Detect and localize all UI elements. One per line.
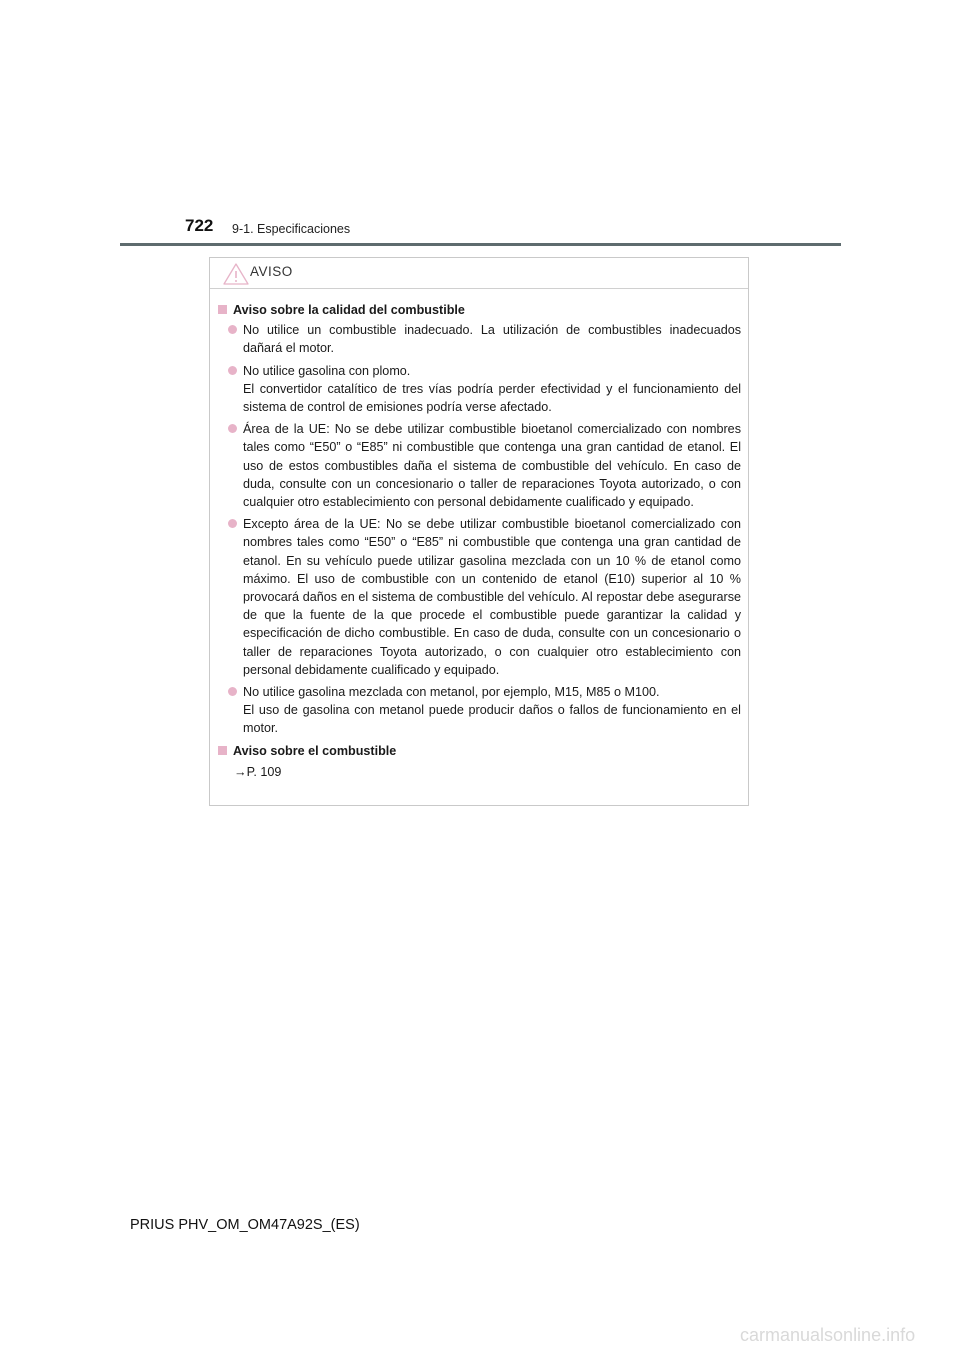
warning-box (209, 257, 749, 806)
list-item-text: No utilice gasolina con plomo. (243, 363, 411, 378)
section-heading-text: Aviso sobre la calidad del combustible (233, 303, 465, 317)
warning-label: AVISO (250, 264, 293, 279)
bullet-dot-icon (228, 366, 237, 375)
list-item (228, 321, 741, 357)
list-item (228, 515, 741, 679)
bullet-dot-icon (228, 519, 237, 528)
list-item-text: Excepto área de la UE: No se debe utilizar combustible bioetanol comercializado con nombres tales como “E50” o “E85” ni combustible que contenga una gran cantidad de etanol. En su vehículo puede utilizar gasolina mezclada con un 10 % de etanol como máximo. El uso de combustible con un contenido de etanol (E10) superior al 10 % provocará daños en el sistema de combustible del vehículo. Al repostar debe asegurarse de que la fuente de la que procede el combustible puede garantizar la calidad y especificación de dicho combustible. En caso de duda, consulte con un concesionario o taller de reparaciones Toyota autorizado, o con cualquier otro establecimiento con personal debidamente cualificado y equipado. (243, 517, 741, 677)
square-bullet-icon (218, 746, 227, 755)
section-heading-text: Aviso sobre el combustible (233, 743, 397, 758)
list-item-text: No utilice gasolina mezclada con metanol, por ejemplo, M15, M85 o M100. (243, 685, 660, 700)
warning-content (210, 289, 748, 781)
list-item-text: El uso de gasolina con metanol puede producir daños o fallos de funcionamiento en el motor. (243, 703, 741, 736)
bullet-dot-icon (228, 424, 237, 433)
warning-triangle-icon (223, 263, 249, 285)
list-item (228, 420, 741, 511)
header-rule (120, 243, 841, 246)
list-item (228, 683, 741, 738)
section-heading (217, 301, 741, 319)
bullet-dot-icon (228, 325, 237, 334)
bullet-dot-icon (228, 687, 237, 696)
list-item-text: El convertidor catalítico de tres vías podría perder efectividad y el funcionamiento del sistema de control de emisiones podría verse afectado. (243, 381, 741, 415)
page-reference: →P. 109 (234, 764, 282, 779)
list-item-text: No utilice un combustible inadecuado. La utilización de combustibles inadecuados dañará el motor. (243, 323, 741, 356)
list-item (228, 362, 741, 417)
page-number: 722 (185, 216, 214, 235)
section-heading (217, 742, 741, 760)
square-bullet-icon (218, 305, 227, 314)
document-id: PRIUS PHV_OM_OM47A92S_(ES) (130, 1217, 360, 1233)
list-item-text: Área de la UE: No se debe utilizar combustible bioetanol comercializado con nombres tales como “E50” o “E85” ni combustible que contenga una gran cantidad de etanol. El uso de estos combustibles daña el sistema de combustible del vehículo. En caso de duda, consulte con un concesionario o taller de reparaciones Toyota autorizado, o con cualquier otro establecimiento con personal debidamente cualificado y equipado. (243, 422, 741, 510)
watermark: carmanualsonline.info (740, 1325, 916, 1345)
warning-header (210, 258, 748, 289)
section-title: 9-1. Especificaciones (232, 222, 351, 236)
